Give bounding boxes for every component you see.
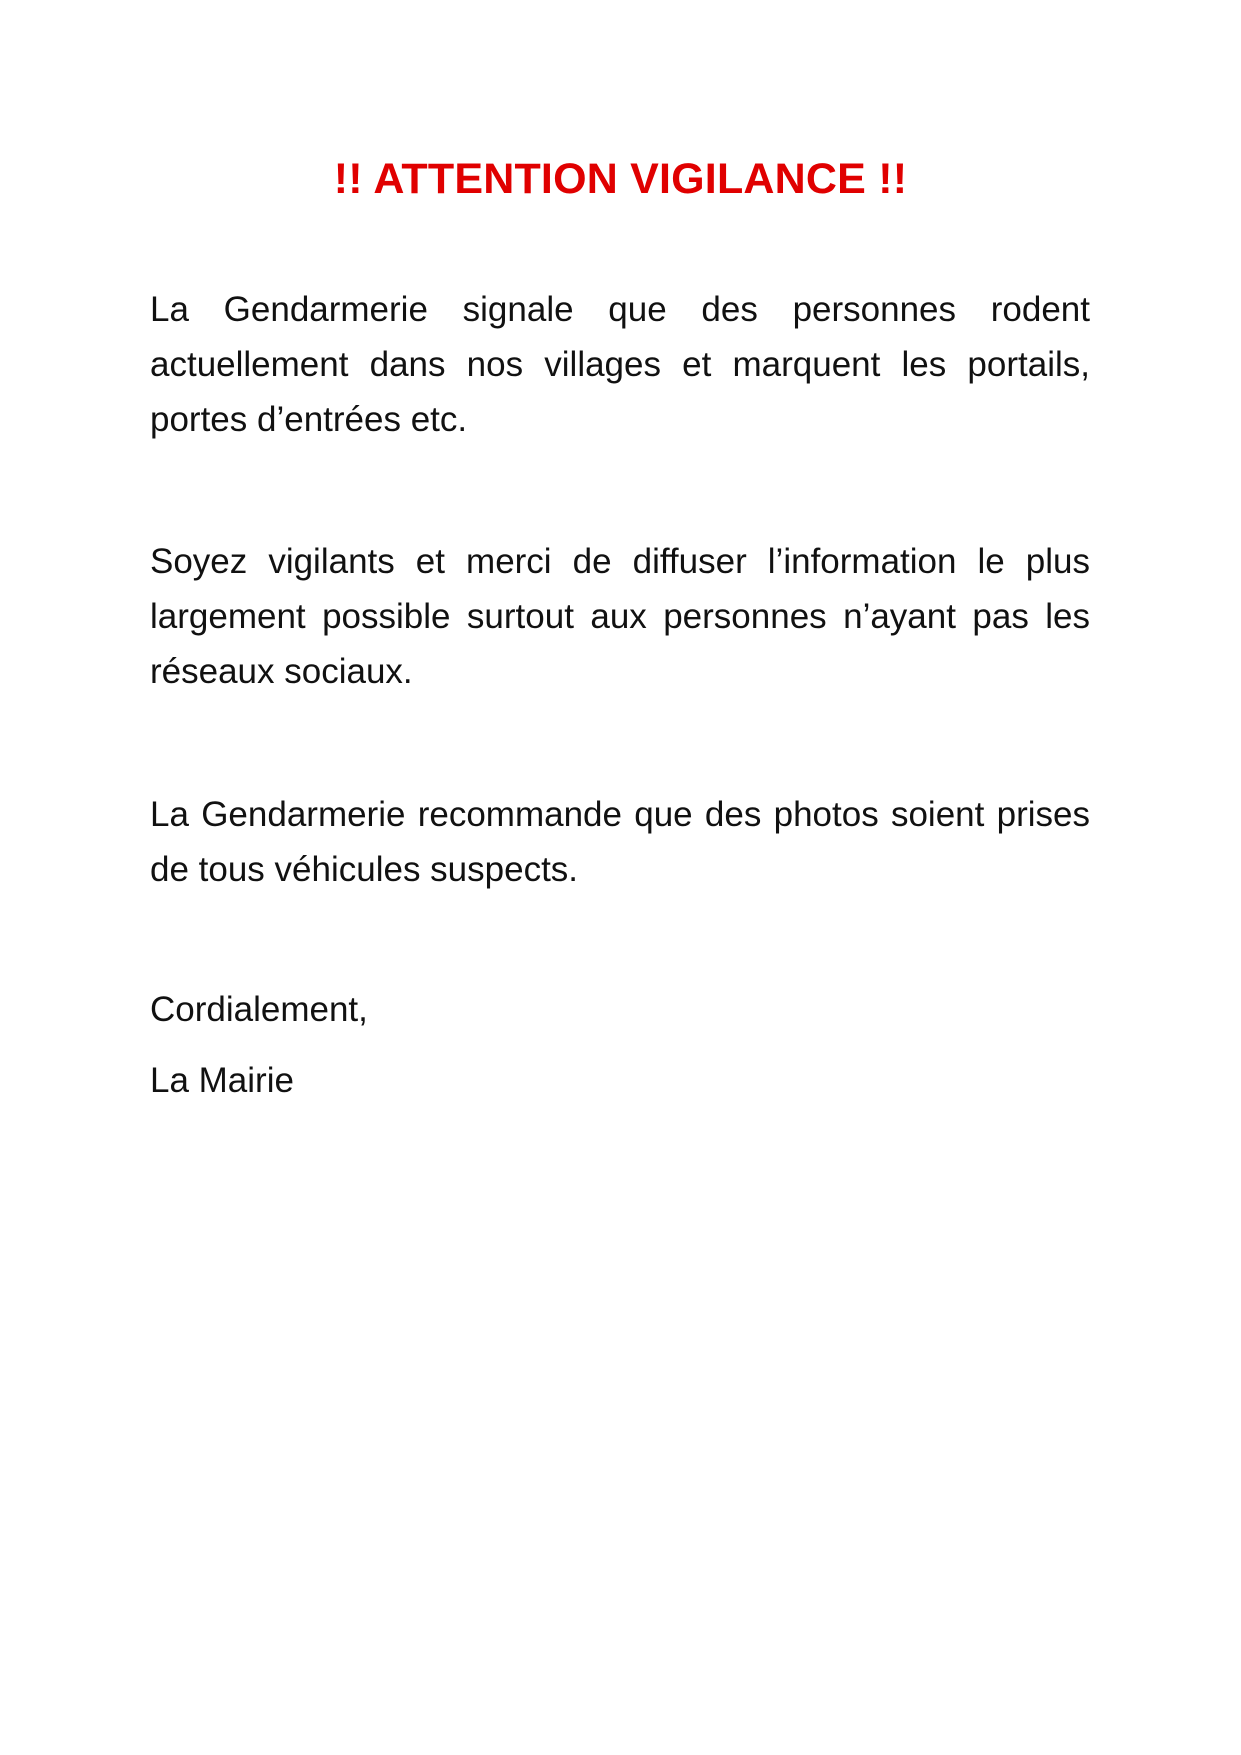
paragraph-warning: La Gendarmerie signale que des personnes rodent actuellement dans nos villages et marquent les portails, portes d’entrées etc. [150, 290, 1090, 439]
paragraph-vigilance: Soyez vigilants et merci de diffuser l’information le plus largement possible surtout aux personnes n’ayant pas les réseaux sociaux. [150, 542, 1090, 691]
signature: La Mairie [150, 1061, 294, 1100]
alert-title: !! ATTENTION VIGILANCE !! [333, 155, 908, 203]
paragraph-recommendation: La Gendarmerie recommande que des photos soient prises de tous véhicules suspects. [150, 795, 1090, 889]
closing-salutation: Cordialement, [150, 990, 368, 1029]
